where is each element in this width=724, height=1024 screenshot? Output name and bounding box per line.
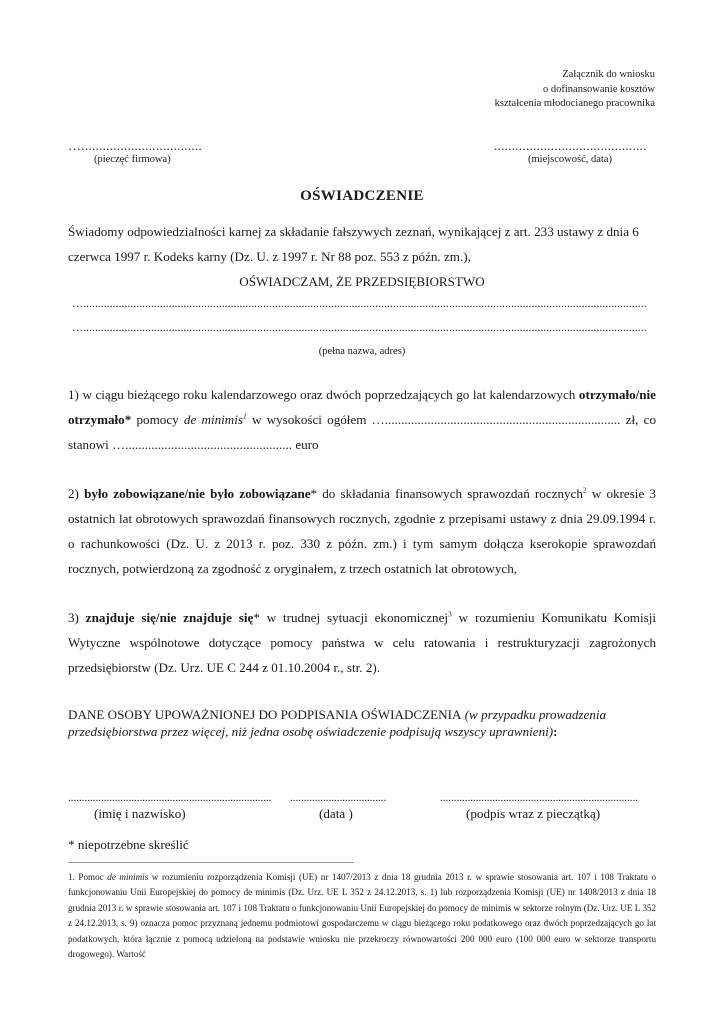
footnote-1 (68, 870, 656, 962)
point-2-mid: * do składania finansowych sprawozdań rocznych (310, 486, 583, 501)
footnote-pre: 1. Pomoc (68, 872, 108, 882)
point-2-choice: było zobowiązane/nie było zobowiązane (84, 486, 311, 501)
footnote-ref-1: 1 (242, 411, 247, 421)
footnote-separator (68, 862, 354, 863)
annex-note (395, 68, 655, 112)
strike-note: * niepotrzebne skreślić (68, 837, 189, 852)
place-date-dots: ........................................... (494, 138, 647, 153)
company-label: (pełna nazwa, adres) (318, 346, 406, 357)
annex-line: kształcenia młodocianego pracownika (494, 98, 655, 109)
point-3-post: w rozumieniu Komunikatu Komisji Wytyczne wspólnotowe dotyczące pomocy państwa w celu ratowania i restrukturyzacji zagrożonych przedsiębiorstw (Dz. Urz. UE C 244 z 01.10.2004 r., str. 2). (68, 610, 656, 675)
point-3-pre: 3) (68, 610, 86, 625)
point-2-post: w okresie 3 ostatnich lat obrotowych sprawozdań finansowych rocznych, zgodnie z przepisami ustawy z dnia 29.09.1994 r. o rachunkowości (Dz. U. z 2013 r. poz. 330 z późn. zm.) i tym samym dołącza kserokopie sprawozdań rocznych, potwierdzoną za zgodność z oryginałem, z trzech ostatnich lat obrotowych, (68, 486, 656, 576)
signature-name-dots: .......................................................................... (68, 792, 272, 804)
point-1-choice: otrzymało/nie otrzymało* (68, 387, 656, 427)
point-1-pre: 1) w ciągu bieżącego roku kalendarzowego oraz dwóch poprzedzających go lat kalendarzowych (68, 387, 579, 402)
point-1 (68, 382, 656, 457)
authorized-persons-heading (68, 706, 656, 740)
annex-line: Załącznik do wniosku (562, 69, 655, 80)
point-2 (68, 481, 656, 581)
signature-sign-label: (podpis wraz z pieczątką) (466, 806, 601, 821)
annex-line: o dofinansowanie kosztów (543, 83, 655, 95)
footnote-text: w rozumieniu rozporządzenia Komisji (UE) nr 1407/2013 z dnia 18 grudnia 2013 r. w sprawie stosowania art. 107 i 108 Traktatu o funkcjonowaniu Unii Europejskiej do pomocy de minimis (Dz. Urz. UE L 352 z 24.12.2013, s. 1) lub rozporządzenia Komisji (UE) nr 1408/2013 z dnia 18 grudnia 2013 r. w sprawie stosowania art. 107 i 108 Traktatu o funkcjonowaniu Unii Europejskiej do pomocy de minimis w sektorze rolnym (Dz. Urz. UE L 352 z 24.12.2013, s. 9) oznacza pomoc przyznaną jednemu podmiotowi gospodarczemu w ciągu bieżącego roku podatkowego oraz dwóch poprzedzających go lat podatkowych, która łącznie z pomocą udzieloną na podstawie wniosku nie przekroczy równowartości 200 000 euro (100 000 euro w sektorze transportu drogowego). Wartość (68, 872, 656, 960)
point-3-choice: znajduje się/nie znajduje się (85, 610, 254, 625)
point-2-pre: 2) (68, 486, 85, 501)
signature-date-label: (data ) (319, 806, 353, 821)
authorized-colon: : (553, 724, 558, 739)
footnote-ref-2: 2 (582, 485, 587, 495)
point-1-post: w wysokości ogółem …........................................................................ zł, co stanowi …................................................... euro (68, 412, 656, 452)
footnote-italic: de minimis (107, 872, 149, 882)
authorized-note: (w przypadku prowadzenia przedsiębiorstwa przez więcej, niż jedna osobę oświadczenie podpisują wszyscy uprawnieni) (68, 707, 607, 739)
signature-sign-dots: ........................................................................ (440, 792, 638, 804)
place-date-label: (miejscowość, data) (528, 154, 612, 165)
point-1-italic: de minimis (183, 412, 243, 427)
page-title: OŚWIADCZENIE (300, 188, 424, 204)
company-address-line: …............................................................................................................................................................................................... (72, 322, 647, 334)
declaration-heading: OŚWIADCZAM, ŻE PRZEDSIĘBIORSTWO (239, 274, 485, 289)
point-1-mid: pomocy (131, 412, 184, 427)
authorized-caps: DANE OSOBY UPOWAŻNIONEJ DO PODPISANIA OŚWIADCZENIA (68, 707, 462, 722)
stamp-dots: ….................................. (68, 138, 202, 153)
signature-name-label: (imię i nazwisko) (94, 806, 186, 821)
stamp-label: (pieczęć firmowa) (94, 154, 171, 165)
point-3-mid: * w trudnej sytuacji ekonomicznej (253, 610, 449, 625)
signature-date-dots: ................................... (290, 792, 387, 804)
point-3 (68, 605, 656, 680)
footnote-ref-3: 3 (448, 609, 452, 619)
intro-paragraph: Świadomy odpowiedzialności karnej za składanie fałszywych zeznań, wynikającej z art. 233 ustawy z dnia 6 czerwca 1997 r. Kodeks karny (Dz. U. z 1997 r. Nr 88 poz. 553 z późn. zm.), (68, 224, 639, 264)
company-name-line: …............................................................................................................................................................................................... (72, 298, 647, 310)
